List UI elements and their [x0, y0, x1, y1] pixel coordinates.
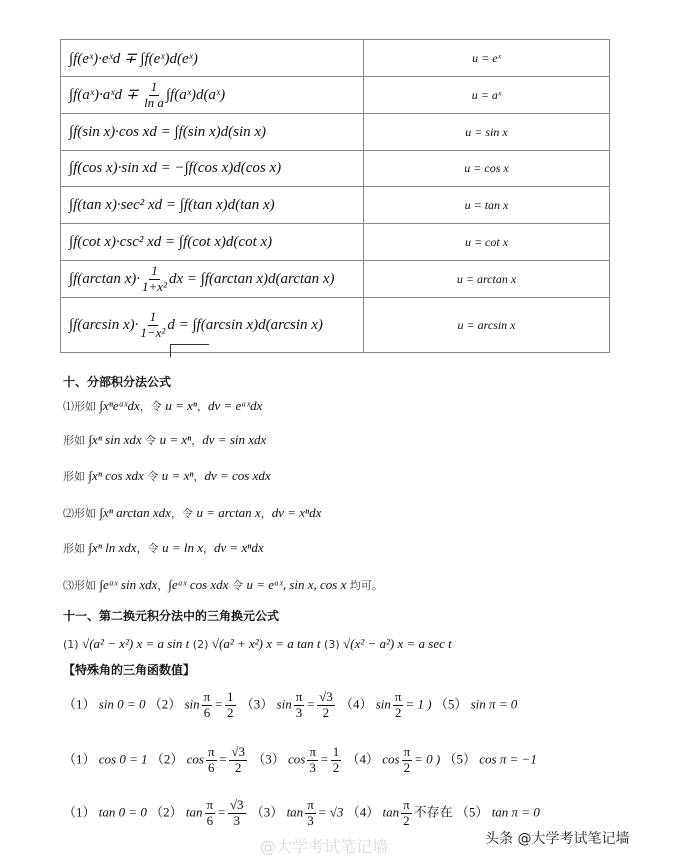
math-expression: ∫f(aˣ)·aˣd ∓: [69, 86, 143, 103]
substitution-table: [60, 39, 610, 353]
section-11-title: 十一、第二换元积分法中的三角换元公式: [63, 609, 280, 623]
label-text: （4）: [336, 696, 376, 712]
label-text: 令: [228, 579, 247, 592]
label-text: ⑴形如: [63, 400, 100, 413]
denominator: 3: [307, 812, 314, 828]
denominator: 3: [233, 812, 240, 828]
math-expression: ∫f(cos x)·sin xd = −∫f(cos x)d(cos x): [69, 160, 282, 176]
integral-formula: [61, 224, 364, 261]
math-expression: dx = ∫f(arctan x)d(arctan x): [168, 270, 335, 287]
table-row: [61, 261, 610, 298]
label-text: 形如: [63, 470, 89, 483]
fraction: [205, 798, 216, 829]
label-text: （5）: [431, 696, 471, 712]
denominator: 1−x²: [140, 324, 166, 340]
math-expression: sin π = 0: [470, 696, 518, 712]
label-text: 不存在: [413, 804, 453, 820]
math-expression: u = xⁿ: [165, 398, 197, 413]
stray-radical-mark: [170, 344, 209, 357]
label-text: 均可。: [346, 579, 383, 592]
numerator: π: [307, 797, 314, 812]
label-text: 令: [141, 434, 160, 447]
integral-formula: [61, 151, 364, 187]
substitution: u = sin x: [364, 114, 610, 151]
numerator: 1: [151, 262, 158, 278]
label-text: （5）: [452, 804, 492, 820]
label-text: （3）: [247, 804, 287, 820]
math-expression: tan: [382, 804, 400, 820]
math-expression: u = ln x: [162, 540, 203, 555]
table-row: [61, 224, 610, 261]
denominator: 2: [234, 759, 242, 775]
numerator: π: [403, 797, 410, 812]
fraction: [393, 690, 404, 721]
math-expression: d = ∫f(arcsin x)d(arcsin x): [167, 316, 323, 333]
math-expression: cos: [186, 751, 204, 767]
math-expression: √(a² − x²) x = a sin t: [82, 636, 190, 651]
label-text: （2）: [147, 751, 187, 767]
denominator: 6: [208, 759, 215, 775]
label-text: 形如: [63, 434, 89, 447]
math-expression: cos: [288, 751, 306, 767]
numerator: √3: [229, 797, 244, 812]
formula-line: [63, 398, 262, 414]
label-text: （1）: [63, 696, 99, 712]
section-10-title: 十、分部积分法公式: [63, 375, 172, 389]
denominator: ln a: [144, 94, 164, 110]
math-expression: u = xⁿ: [159, 432, 192, 447]
fraction: [142, 264, 167, 295]
math-expression: ∫f(eˣ)·eˣd ∓ ∫f(eˣ)d(eˣ): [69, 50, 198, 67]
math-expression: ∫f(aˣ)d(aˣ): [165, 86, 226, 103]
math-expression: tan: [185, 804, 203, 820]
label-text: ，: [260, 507, 272, 520]
numerator: π: [309, 744, 316, 759]
math-expression: =: [306, 696, 316, 712]
formula-line: [63, 468, 271, 484]
special-angles-title: 【特殊角的三角函数值】: [63, 663, 196, 677]
label-text: ，: [157, 579, 169, 592]
denominator: 6: [203, 704, 211, 720]
trig-substitution-line: [63, 636, 452, 652]
denominator: 2: [403, 759, 411, 775]
math-expression: dv = sin xdx: [202, 432, 267, 447]
label-text: ⑶形如: [63, 579, 100, 592]
numerator: π: [207, 744, 215, 759]
math-expression: ∫f(arctan x)·: [69, 270, 141, 287]
fraction: [331, 745, 342, 776]
weibo-watermark: @大学考试笔记墙: [260, 837, 389, 856]
label-text: ，令: [139, 400, 166, 413]
label-text: ，令: [170, 507, 197, 520]
math-expression: cos 0 = 1: [98, 751, 148, 767]
label-text: （4）: [343, 751, 383, 767]
substitution: u = cos x: [364, 151, 610, 187]
label-text: 形如: [63, 542, 89, 555]
formula-line: [63, 432, 266, 448]
label-text: （2）: [146, 804, 186, 820]
numerator: π: [203, 689, 211, 704]
math-expression: =: [319, 751, 329, 767]
numerator: √3: [231, 744, 245, 759]
label-text: （3）: [248, 751, 288, 767]
fraction: [307, 745, 318, 776]
math-expression: =: [214, 696, 224, 712]
integral-formula: [61, 298, 364, 353]
math-expression: dv = cos xdx: [204, 468, 271, 483]
math-expression: ∫xⁿ sin xdx: [88, 432, 142, 447]
fraction: [202, 690, 213, 721]
table-row: [61, 114, 610, 151]
math-expression: = 1 ): [405, 696, 432, 712]
math-expression: tan 0 = 0: [98, 804, 147, 820]
numerator: 1: [227, 689, 234, 704]
trig-values-row: [63, 690, 517, 721]
math-expression: ∫eᵃˣ cos xdx: [168, 577, 229, 592]
label-text: （5）: [440, 751, 480, 767]
label-text: （1）: [63, 751, 99, 767]
integral-formula: [61, 187, 364, 224]
trig-values-row: [63, 745, 537, 776]
label-text: （3）: [237, 696, 277, 712]
fraction: [317, 690, 335, 721]
math-expression: sin: [375, 696, 391, 712]
denominator: 3: [309, 759, 316, 775]
math-expression: ∫f(tan x)·sec² xd = ∫f(tan x)d(tan x): [69, 196, 275, 213]
numerator: π: [206, 797, 214, 812]
label-text: ，: [202, 542, 214, 555]
label-text: （1）: [63, 804, 99, 820]
label-text: ，令: [136, 542, 163, 555]
math-expression: sin 0 = 0: [98, 696, 146, 712]
substitution: u = arcsin x: [364, 298, 610, 353]
fraction: [140, 310, 165, 341]
fraction: [294, 690, 305, 721]
math-expression: √(a² + x²) x = a tan t: [211, 636, 321, 651]
formula-line: [63, 505, 321, 521]
fraction: [402, 745, 413, 776]
math-expression: ∫xⁿ cos xdx: [88, 468, 144, 483]
denominator: 2: [332, 759, 340, 775]
label-text: ⑵形如: [63, 507, 100, 520]
substitution: u = eˣ: [364, 40, 610, 77]
math-expression: u = xⁿ: [161, 468, 194, 483]
denominator: 2: [394, 704, 402, 720]
math-expression: =: [217, 804, 226, 820]
numerator: 1: [332, 744, 340, 759]
integral-formula: [61, 114, 364, 151]
formula-line: [63, 540, 264, 556]
math-expression: cos: [382, 751, 400, 767]
math-expression: ∫xⁿeᵃˣdx: [99, 398, 140, 413]
table-row: [61, 40, 610, 77]
formula-line: [63, 577, 383, 593]
integral-formula: [61, 261, 364, 298]
label-text: （4）: [343, 804, 383, 820]
numerator: √3: [319, 689, 333, 704]
table-row: [61, 151, 610, 187]
label-text: （2）: [145, 696, 185, 712]
math-expression: tan π = 0: [491, 804, 540, 820]
math-expression: ∫eᵃˣ sin xdx: [99, 577, 158, 592]
trig-values-row: [63, 798, 540, 829]
math-expression: dv = eᵃˣdx: [207, 398, 263, 413]
fraction: [229, 745, 247, 776]
math-expression: sin: [184, 696, 200, 712]
integral-formula: [61, 40, 364, 77]
substitution: u = arctan x: [364, 261, 610, 298]
numerator: π: [295, 689, 303, 704]
denominator: 2: [322, 704, 330, 720]
math-expression: ∫xⁿ ln xdx: [88, 540, 137, 555]
label-text: ，: [191, 434, 203, 447]
math-expression: sin: [276, 696, 292, 712]
fraction: [305, 798, 316, 829]
label-text: ，: [196, 400, 208, 413]
math-expression: = 0 ): [414, 751, 441, 767]
label-text: ，: [193, 470, 205, 483]
denominator: 3: [295, 704, 303, 720]
denominator: 2: [403, 812, 410, 828]
math-expression: u = eᵃˣ, sin x, cos x: [246, 577, 347, 592]
toutiao-watermark: 头条 @大学考试笔记墙: [485, 831, 630, 847]
table-row: [61, 298, 610, 353]
math-expression: ∫f(cot x)·csc² xd = ∫f(cot x)d(cot x): [69, 233, 273, 250]
math-expression: ∫xⁿ arctan xdx: [99, 505, 171, 520]
label-text: (3): [320, 638, 344, 651]
numerator: 1: [150, 78, 158, 94]
math-expression: √(x² − a²) x = a sec t: [343, 636, 452, 651]
substitution: u = cot x: [364, 224, 610, 261]
denominator: 6: [206, 812, 214, 828]
fraction: [228, 798, 246, 829]
fraction: [225, 690, 236, 721]
integral-formula: [61, 77, 364, 114]
math-expression: ∫f(sin x)·cos xd = ∫f(sin x)d(sin x): [69, 123, 267, 140]
math-expression: ∫f(arcsin x)·: [69, 316, 139, 333]
math-expression: dv = xⁿdx: [213, 540, 264, 555]
numerator: π: [394, 689, 402, 704]
numerator: 1: [149, 308, 157, 324]
substitution: u = tan x: [364, 187, 610, 224]
label-text: (2): [189, 638, 212, 651]
substitution: u = aˣ: [364, 77, 610, 114]
math-expression: dv = xⁿdx: [271, 505, 322, 520]
denominator: 2: [227, 704, 234, 720]
math-expression: = √3: [317, 804, 344, 820]
fraction: [144, 80, 164, 111]
math-expression: =: [218, 751, 228, 767]
table-row: [61, 187, 610, 224]
fraction: [206, 745, 217, 776]
label-text: 令: [143, 470, 162, 483]
math-expression: cos π = −1: [479, 751, 537, 767]
table-row: [61, 77, 610, 114]
fraction: [401, 798, 412, 829]
denominator: 1+x²: [142, 278, 167, 294]
math-expression: tan: [286, 804, 304, 820]
label-text: (1): [63, 638, 83, 651]
math-expression: u = arctan x: [196, 505, 261, 520]
numerator: π: [403, 744, 411, 759]
